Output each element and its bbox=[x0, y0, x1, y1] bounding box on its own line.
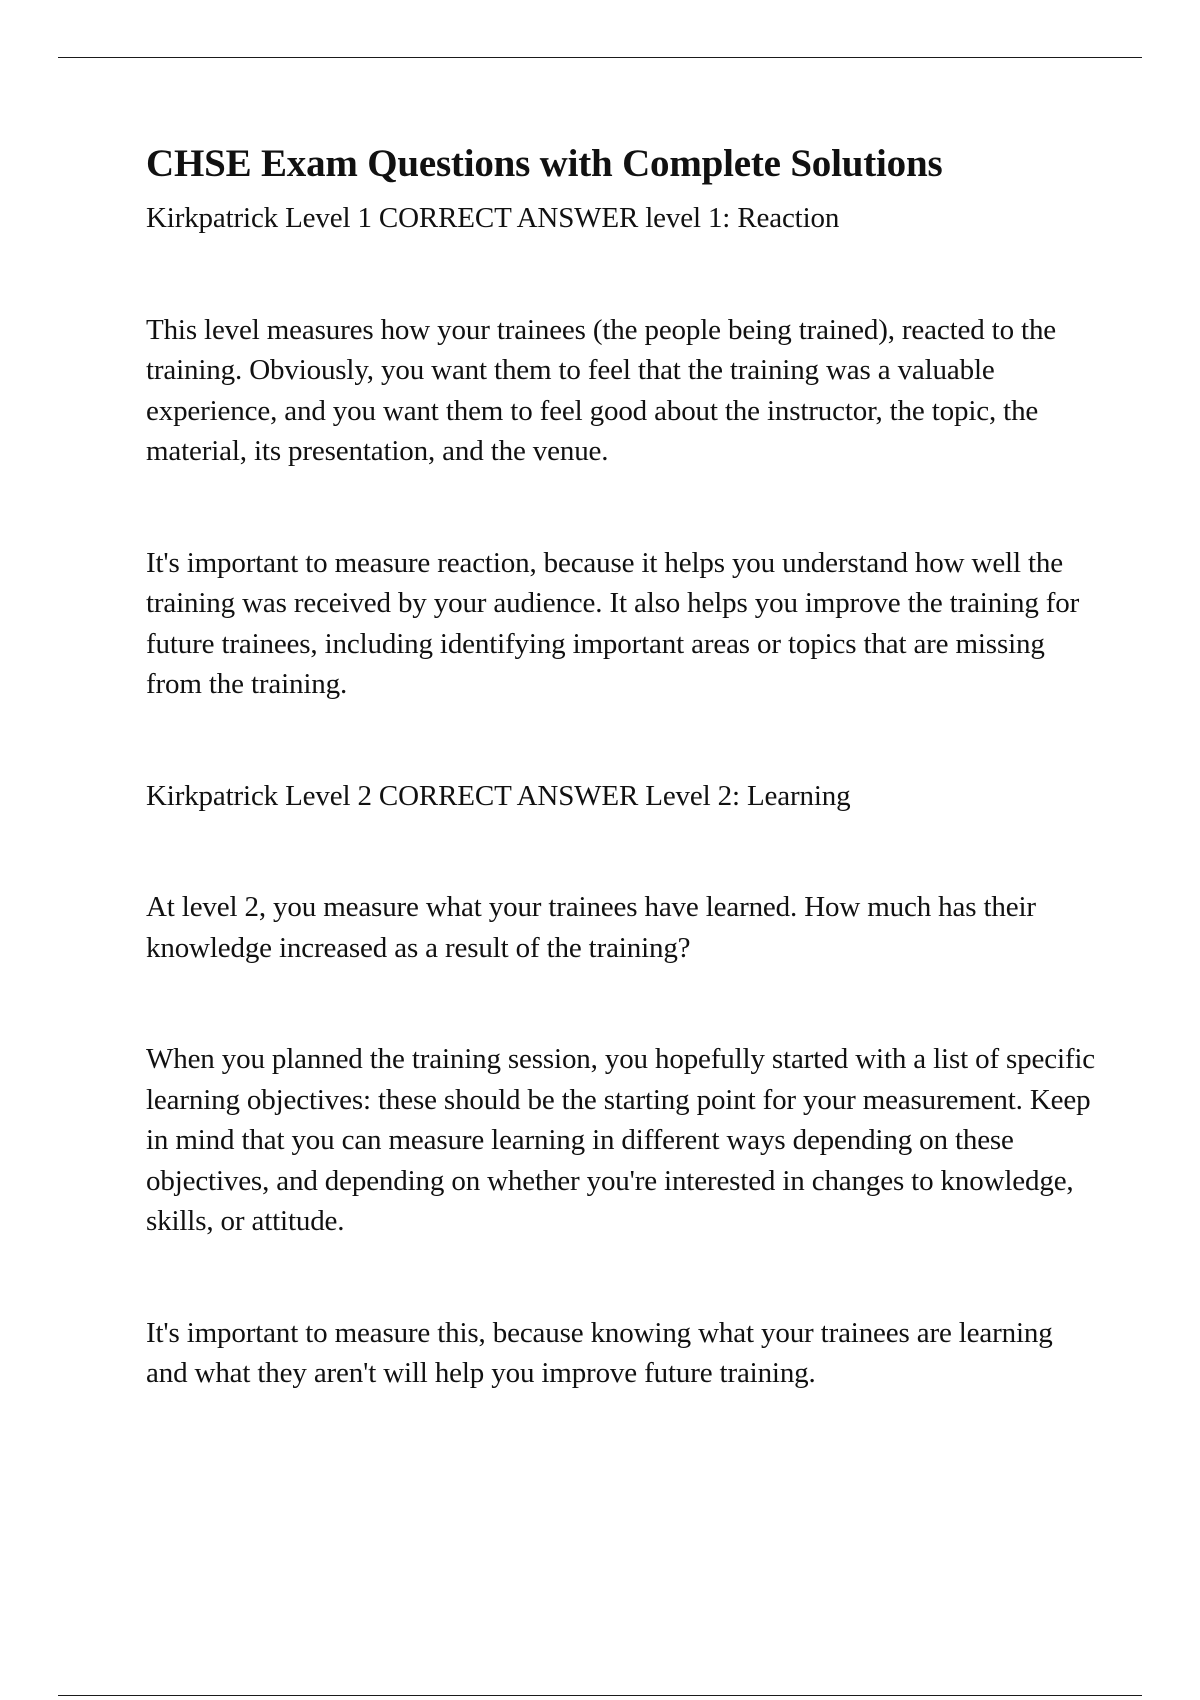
question-kirkpatrick-level-2: Kirkpatrick Level 2 CORRECT ANSWER Level 2: Learning bbox=[146, 779, 851, 812]
answer-paragraph: When you planned the training session, you hopefully started with a list of specific learning objectives: these should be the starting point for your measurement. Keep in mind that you can measure learning in different ways depending on these objectives, and depending on whether you're interested in changes to knowledge, skills, or attitude. bbox=[146, 1043, 1096, 1237]
document-body bbox=[146, 140, 1096, 1394]
paragraph-gap bbox=[146, 968, 1096, 1039]
answer-paragraph: It's important to measure reaction, because it helps you understand how well the training was received by your audience. It also helps you improve the training for future trainees, including identifying important areas or topics that are missing from the training. bbox=[146, 546, 1080, 700]
paragraph-gap bbox=[146, 816, 1096, 887]
question-kirkpatrick-level-1: Kirkpatrick Level 1 CORRECT ANSWER level 1: Reaction bbox=[146, 202, 840, 234]
paragraph-gap bbox=[146, 1242, 1096, 1313]
answer-paragraph: This level measures how your trainees (the people being trained), reacted to the training. Obviously, you want them to feel that the training was a valuable experience, and you want them to feel good about the instructor, the topic, the material, its presentation, and the venue. bbox=[146, 313, 1057, 467]
answer-paragraph: At level 2, you measure what your trainees have learned. How much has their knowledge increased as a result of the training? bbox=[146, 891, 1036, 964]
document-title: CHSE Exam Questions with Complete Solutions bbox=[146, 142, 943, 185]
top-divider bbox=[58, 57, 1142, 58]
bottom-divider bbox=[58, 1695, 1142, 1696]
paragraph-gap bbox=[146, 705, 1096, 776]
paragraph-gap bbox=[146, 472, 1096, 543]
answer-paragraph: It's important to measure this, because knowing what your trainees are learning and what they aren't will help you improve future training. bbox=[146, 1316, 1053, 1389]
paragraph-gap bbox=[146, 239, 1096, 310]
